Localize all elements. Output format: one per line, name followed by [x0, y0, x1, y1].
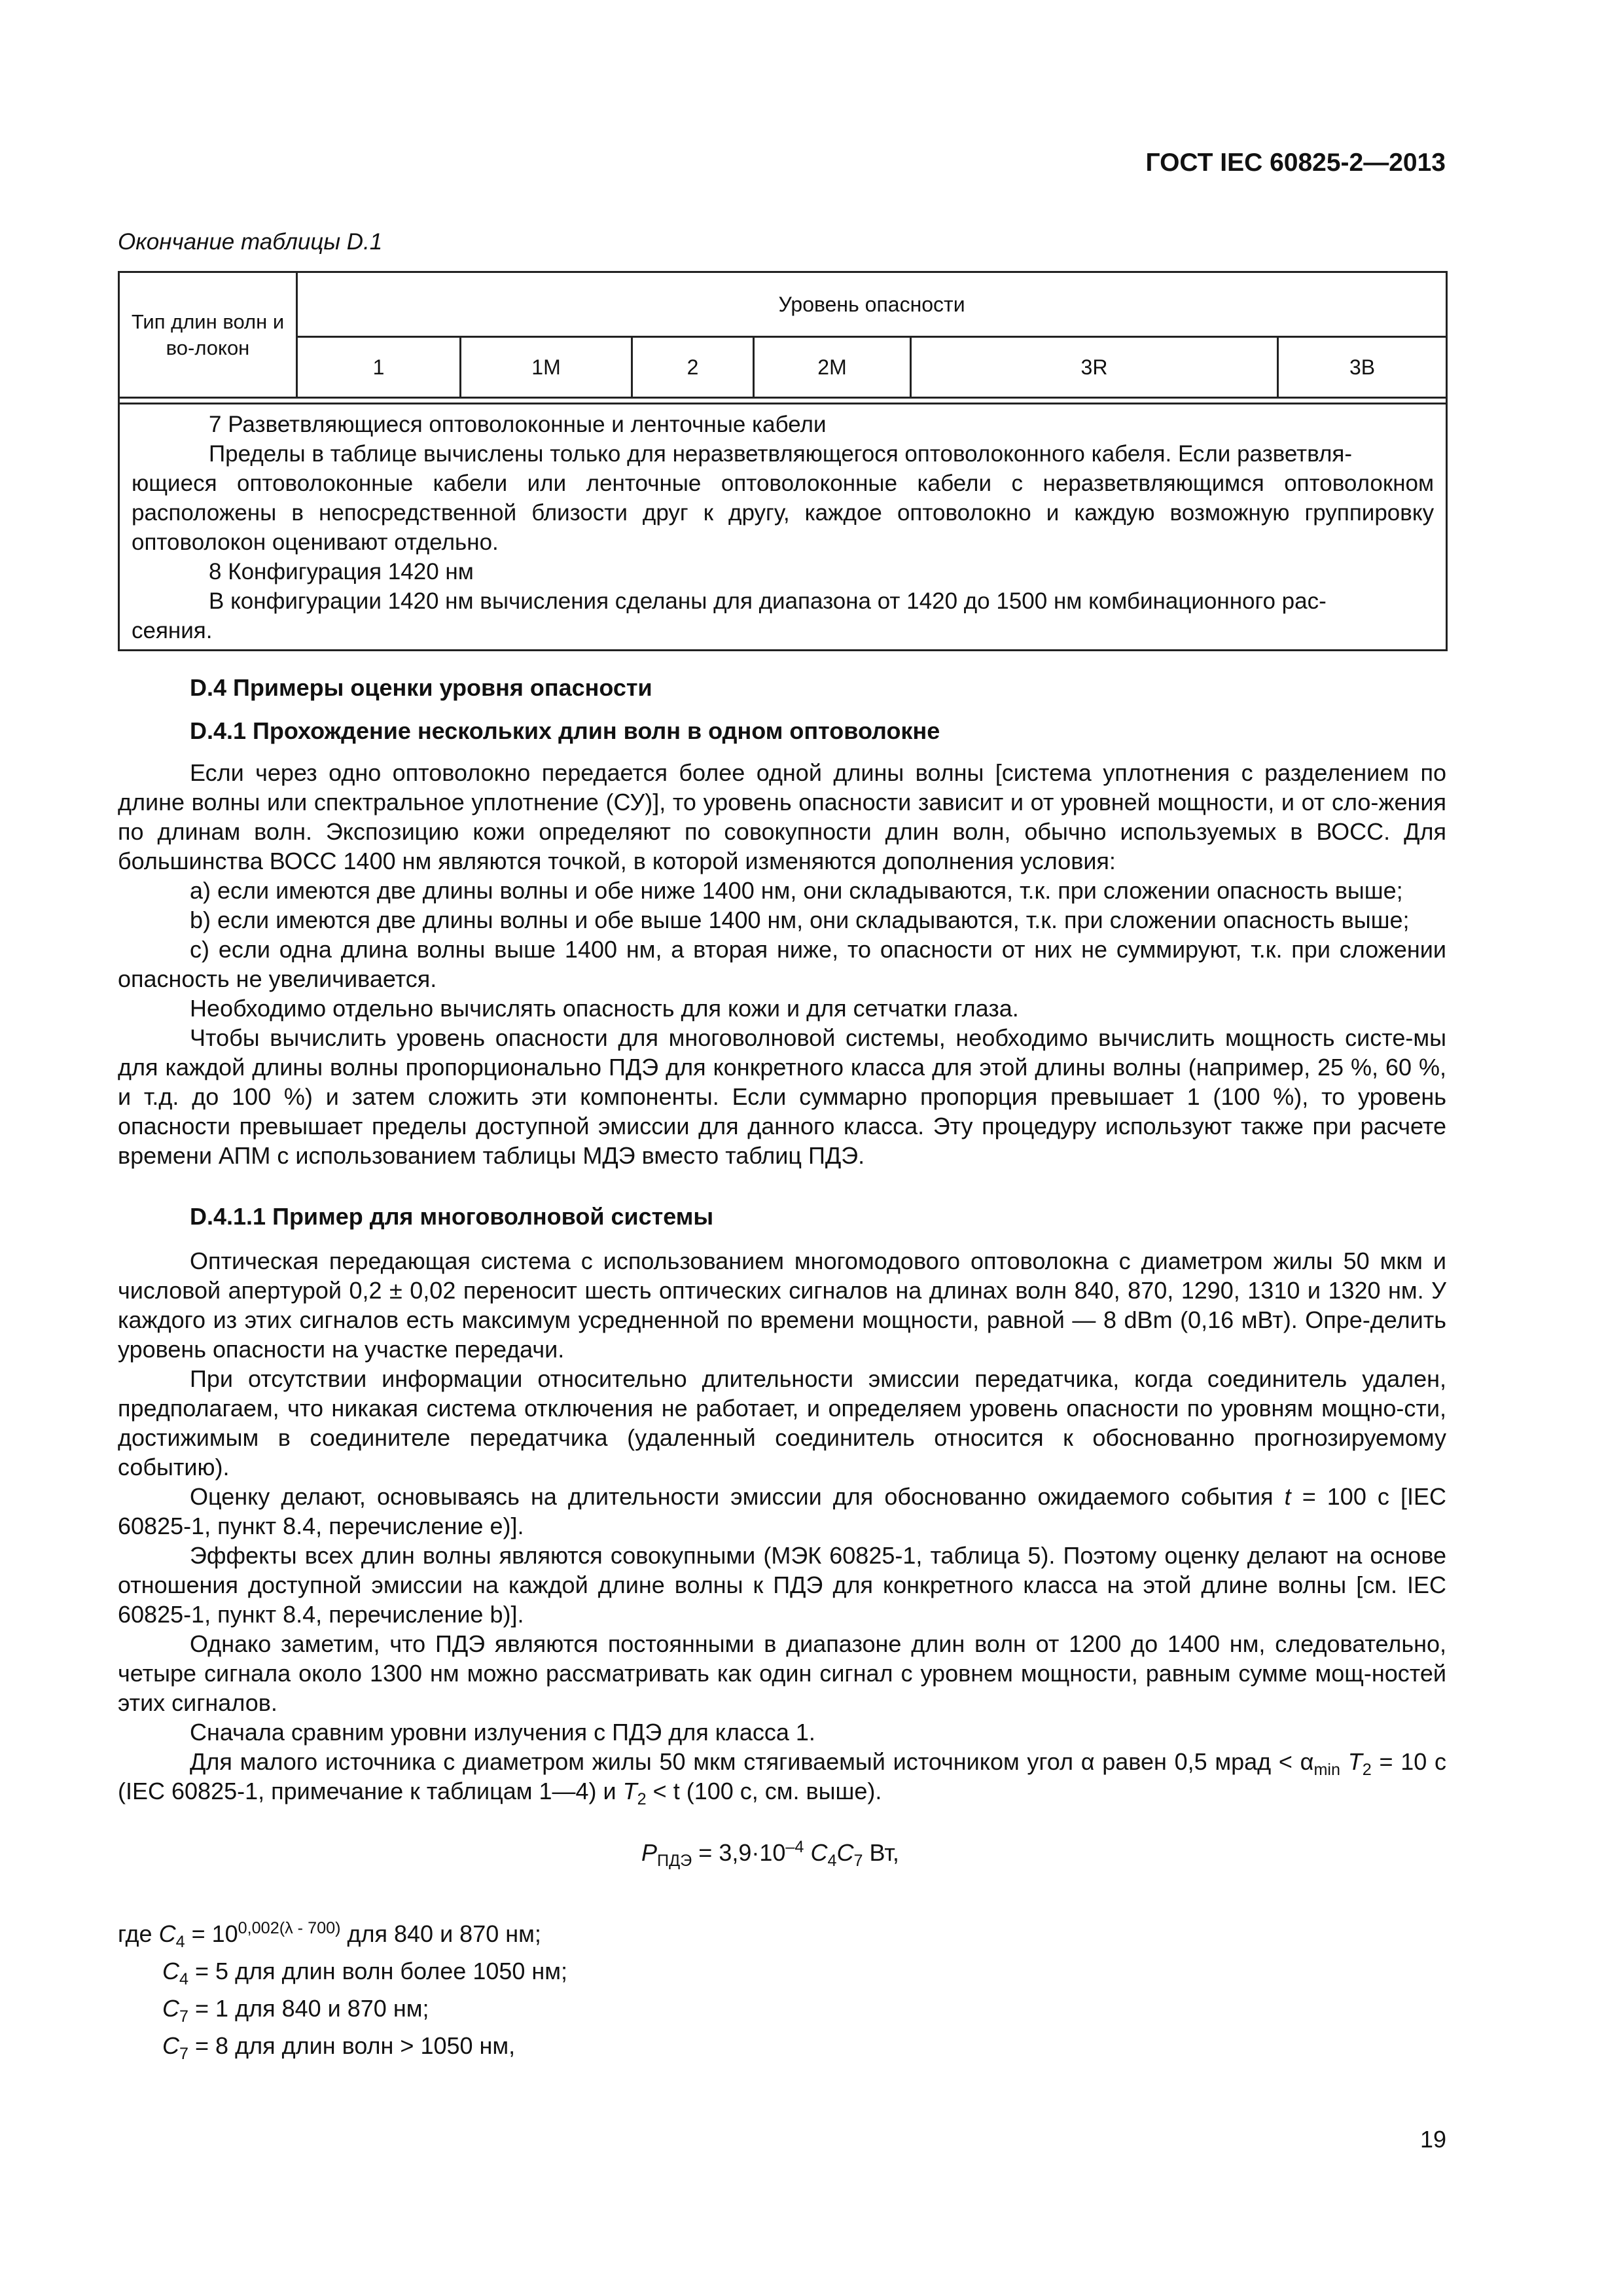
- table-double-rule: [119, 398, 1447, 404]
- paragraph: Если через одно оптоволокно передается более одной длины волны [система уплотнения с разделением по длине волны или спектральное уплотнение (СУ)], то уровень опасности зависит и от уровней мощности, и от сло-жения по длинам волн. Экспозицию кожи определяют по совокупности длин волн, обычно используемых в ВОСС. Для большинства ВОСС 1400 нм являются точкой, в которой изменяются дополнения условия:: [118, 759, 1446, 874]
- symbol: C: [162, 2032, 179, 2059]
- superscript: 0,002(λ - 700): [238, 1919, 341, 1937]
- symbol: C: [162, 1958, 179, 1984]
- paragraph: Необходимо отдельно вычислять опасность для кожи и для сетчатки глаза.: [190, 995, 1019, 1022]
- page-number: 19: [1419, 2126, 1446, 2153]
- definition-line: [118, 2031, 1034, 2064]
- definition-line: [118, 1956, 1034, 1989]
- table-header-level: 1: [297, 337, 461, 398]
- paragraph: При отсутствии информации относительно длительности эмиссии передатчика, когда соединитель удален, предполагаем, что никакая система отключения не работает, и определяем уровень опасности по уровням мощно-сти, достижимым в соединителе передатчика (удаленный соединитель относится к обоснованно прогнозируемому событию).: [118, 1365, 1446, 1480]
- table-header-wavelength-fiber-type: Тип длин волн и во-локон: [119, 272, 297, 398]
- text: < t (100 с, см. выше).: [652, 1778, 882, 1804]
- subscript: 4: [827, 1852, 837, 1871]
- table-header-level: 2: [632, 337, 754, 398]
- text: = 3,9·10: [698, 1839, 786, 1866]
- list-item: c) если одна длина волны выше 1400 нм, а вторая ниже, то опасности от них не суммируют, т.к. при сложении опасность не увеличивается.: [118, 936, 1446, 992]
- list-item: b) если имеются две длины волны и обе выше 1400 нм, они складываются, т.к. при сложении опасность выше;: [190, 906, 1410, 933]
- table-notes: [119, 404, 1447, 651]
- text: = 5 для длин волн более 1050 нм;: [195, 1958, 568, 1984]
- symbol: t: [1284, 1483, 1291, 1510]
- table-header-level: 3R: [911, 337, 1278, 398]
- section-heading-d41: D.4.1 Прохождение нескольких длин волн в одном оптоволокне: [190, 717, 940, 744]
- subscript: 2: [1362, 1761, 1372, 1780]
- superscript: –4: [785, 1838, 804, 1856]
- subscript: ПДЭ: [657, 1852, 692, 1871]
- subscript: min: [1313, 1761, 1341, 1780]
- paragraph: Однако заметим, что ПДЭ являются постоянными в диапазоне длин волн от 1200 до 1400 нм, следовательно, четыре сигнала около 1300 нм можно рассматривать как один сигнал с уровнем мощности, равным сумме мощ-ностей этих сигналов.: [118, 1630, 1446, 1716]
- document-code: ГОСТ IEC 60825-2—2013: [1145, 149, 1446, 177]
- table-header-hazard-level: Уровень опасности: [297, 272, 1447, 337]
- symbol: T: [1347, 1748, 1363, 1775]
- table-note-text: ющиеся оптоволоконные кабели или ленточные оптоволоконные кабели с неразветвляющимся оптоволокном расположены в непосредственной близости друг к другу, каждое оптоволокно и каждую возможную группировку оптоволокон оценивают отдельно.: [132, 471, 1435, 555]
- symbol: C: [162, 1995, 179, 2022]
- table-header-level: 1M: [461, 337, 632, 398]
- text: равен 0,5 мрад <: [1102, 1748, 1293, 1775]
- hazard-level-table: [118, 271, 1448, 651]
- definition-line: [118, 1919, 1034, 1952]
- subscript: 4: [175, 1933, 185, 1952]
- subscript: 2: [637, 1790, 647, 1809]
- paragraph: [118, 1747, 1446, 1809]
- subscript: 4: [179, 1970, 189, 1989]
- table-header-level: 3B: [1278, 337, 1447, 398]
- alpha-symbol: α: [1300, 1748, 1314, 1775]
- subscript: 7: [179, 2045, 189, 2064]
- table-note-text: сеяния.: [132, 618, 213, 643]
- text: где: [118, 1920, 152, 1947]
- paragraph: Чтобы вычислить уровень опасности для многоволновой системы, необходимо вычислить мощность систе-мы для каждой длины волны пропорционально ПДЭ для конкретного класса для этой длины волны (например, 25 %, 60 %, и т.д. до 100 %) и затем сложить эти компоненты. Если суммарно пропорция превышает 1 (100 %), то уровень опасности превышает пределы доступной эмиссии для данного класса. Эту процедуру используют также при расчете времени АПМ с использованием таблицы МДЭ вместо таблиц ПДЭ.: [118, 1024, 1446, 1169]
- formula: [641, 1838, 899, 1871]
- table-note-title: 8 Конфигурация 1420 нм: [209, 559, 474, 584]
- table-note-text: В конфигурации 1420 нм вычисления сделаны для диапазона от 1420 до 1500 нм комбинационного рас-: [209, 588, 1327, 614]
- text: = 100 с [IEC 60825-1, пункт 8.4, перечисление е)].: [118, 1483, 1446, 1539]
- text: = 1 для 840 и 870 нм;: [195, 1995, 429, 2022]
- symbol: C: [836, 1839, 854, 1866]
- alpha-symbol: α: [1080, 1748, 1095, 1775]
- table-header-level: 2M: [754, 337, 911, 398]
- section-heading-d411: D.4.1.1 Пример для многоволновой системы: [190, 1203, 714, 1230]
- paragraph: Оптическая передающая система с использованием многомодового оптоволокна с диаметром жилы 50 мкм и числовой апертурой 0,2 ± 0,02 переносит шесть оптических сигналов на длинах волн 840, 870, 1290, 1310 и 1320 нм. У каждого из этих сигналов есть максимум усредненной по времени мощности, равной — 8 dBm (0,16 мВт). Опре-делить уровень опасности на участке передачи.: [118, 1247, 1446, 1363]
- text: Оценку делают, основываясь на длительности эмиссии для обоснованно ожидаемого события: [190, 1483, 1274, 1510]
- table-note-title: 7 Разветвляющиеся оптоволоконные и ленточные кабели: [209, 412, 827, 437]
- section-d411-body: [118, 1246, 1446, 1809]
- section-heading-d4: D.4 Примеры оценки уровня опасности: [190, 674, 652, 701]
- paragraph: Эффекты всех длин волны являются совокупными (МЭК 60825-1, таблица 5). Поэтому оценку делают на основе отношения доступной эмиссии на каждой длине волны к ПДЭ для конкретного класса на этой длине волны [см. IEC 60825-1, пункт 8.4, перечисление b)].: [118, 1542, 1446, 1628]
- paragraph: [118, 1482, 1446, 1541]
- definition-line: [118, 1994, 1034, 2026]
- list-item: a) если имеются две длины волны и обе ниже 1400 нм, они складываются, т.к. при сложении опасность выше;: [190, 877, 1403, 904]
- subscript: 7: [179, 2007, 189, 2026]
- variable-definitions: [118, 1919, 1034, 2068]
- paragraph: Сначала сравним уровни излучения с ПДЭ для класса 1.: [190, 1719, 815, 1746]
- text: = 8 для длин волн > 1050 нм,: [195, 2032, 516, 2059]
- subscript: 7: [853, 1852, 863, 1871]
- section-d41-body: [118, 758, 1446, 1170]
- symbol: T: [622, 1778, 637, 1804]
- text: = 10: [191, 1920, 238, 1947]
- table-caption: Окончание таблицы D.1: [118, 229, 383, 255]
- text: Вт,: [869, 1839, 899, 1866]
- symbol: C: [810, 1839, 828, 1866]
- text: Для малого источника с диаметром жилы 50 мкм стягиваемый источником угол: [190, 1748, 1074, 1775]
- symbol: P: [641, 1839, 658, 1866]
- text: = 10 с (IEC 60825-1, примечание к таблицам 1—4) и: [118, 1748, 1446, 1804]
- text: для 840 и 870 нм;: [347, 1920, 541, 1947]
- table-note-text: Пределы в таблице вычислены только для неразветвляющегося оптоволоконного кабеля. Если разветвля-: [209, 441, 1353, 467]
- symbol: C: [158, 1920, 176, 1947]
